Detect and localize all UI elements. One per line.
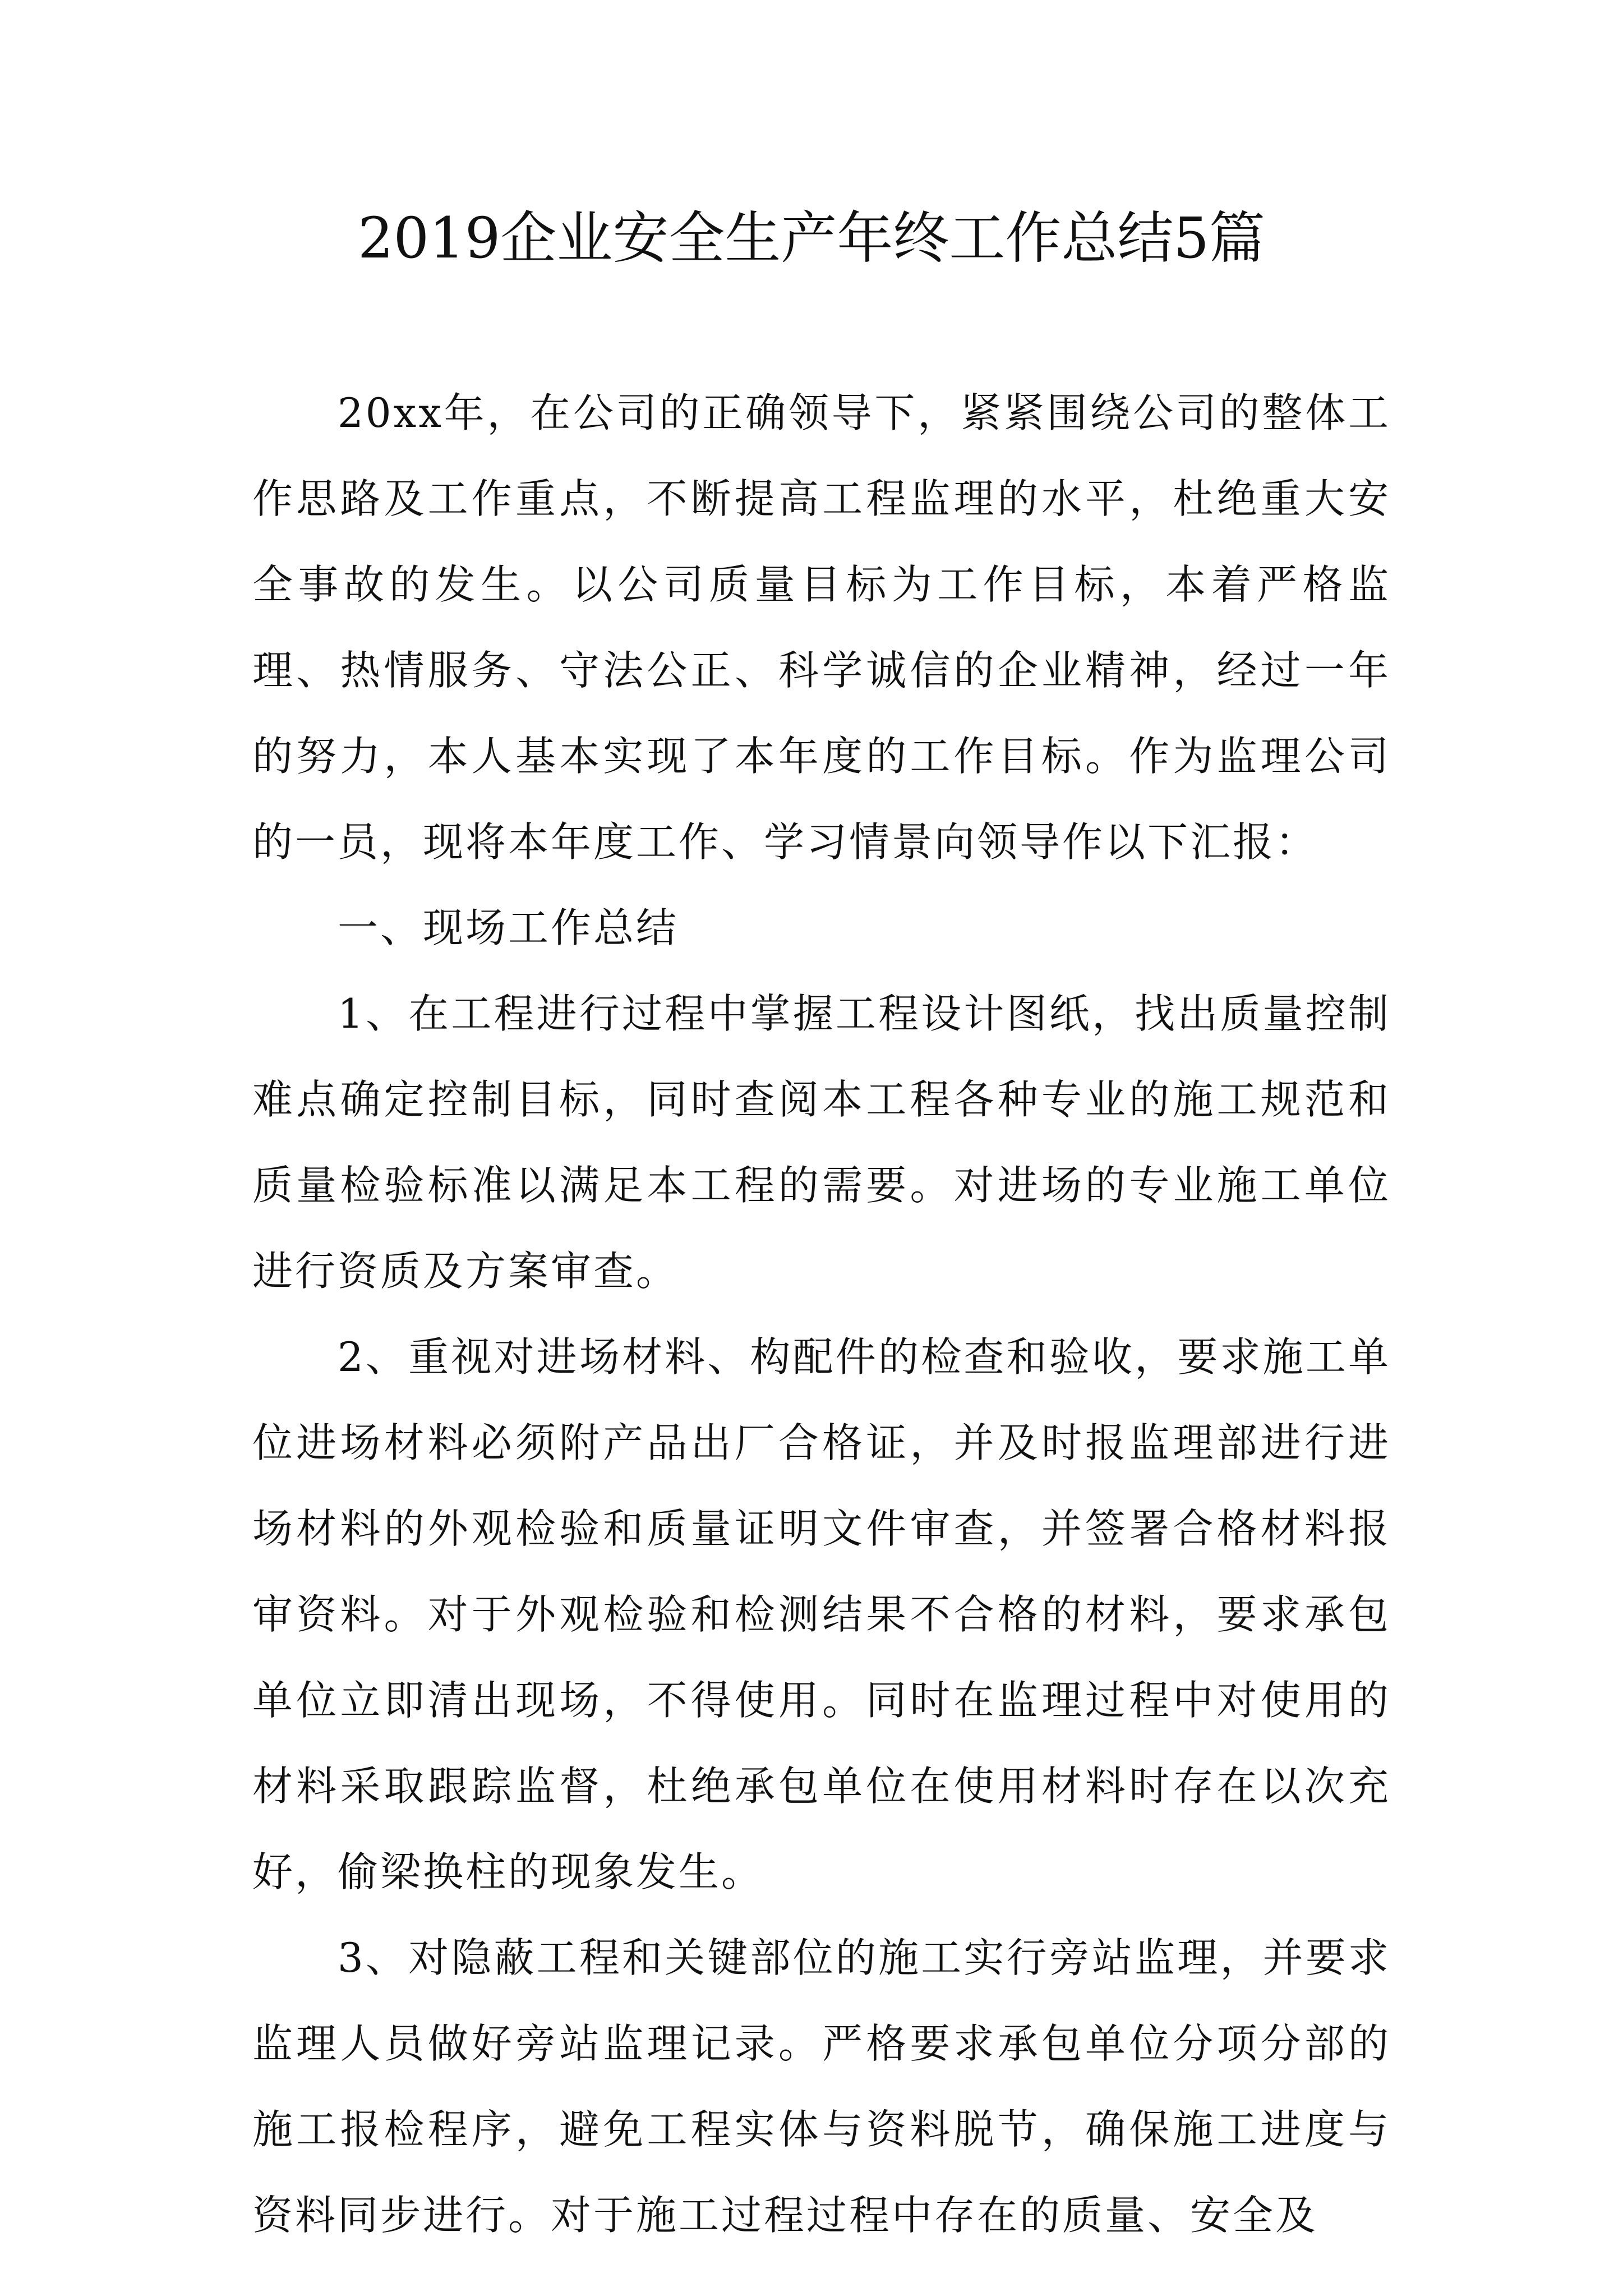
paragraph-intro: 20xx年，在公司的正确领导下，紧紧围绕公司的整体工作思路及工作重点，不断提高工程监理的水平，杜绝重大安全事故的发生。以公司质量目标为工作目标，本着严格监理、热情服务、守法公正、科学诚信的企业精神，经过一年的努力，本人基本实现了本年度的工作目标。作为监理公司的一员，现将本年度工作、学习情景向领导作以下汇报： — [252, 389, 1391, 866]
section-heading-site-work: 一、现场工作总结 — [338, 904, 679, 951]
paragraph-item-1: 1、在工程进行过程中掌握工程设计图纸，找出质量控制难点确定控制目标，同时查阅本工程各种专业的施工规范和质量检验标准以满足本工程的需要。对进场的专业施工单位进行资质及方案审查。 — [252, 990, 1391, 1295]
paragraph-item-2: 2、重视对进场材料、构配件的检查和验收，要求施工单位进场材料必须附产品出厂合格证，并及时报监理部进行进场材料的外观检验和质量证明文件审查，并签署合格材料报审资料。对于外观检验和检测结果不合格的材料，要求承包单位立即清出现场，不得使用。同时在监理过程中对使用的材料采取跟踪监督，杜绝承包单位在使用材料时存在以次充好，偷梁换柱的现象发生。 — [252, 1333, 1391, 1895]
document-title: 2019企业安全生产年终工作总结5篇 — [357, 205, 1266, 271]
document-body — [252, 370, 1391, 2258]
paragraph-item-3: 3、对隐蔽工程和关键部位的施工实行旁站监理，并要求监理人员做好旁站监理记录。严格要求承包单位分项分部的施工报检程序，避免工程实体与资料脱节，确保施工进度与资料同步进行。对于施工过程过程中存在的质量、安全及 — [252, 1934, 1391, 2239]
